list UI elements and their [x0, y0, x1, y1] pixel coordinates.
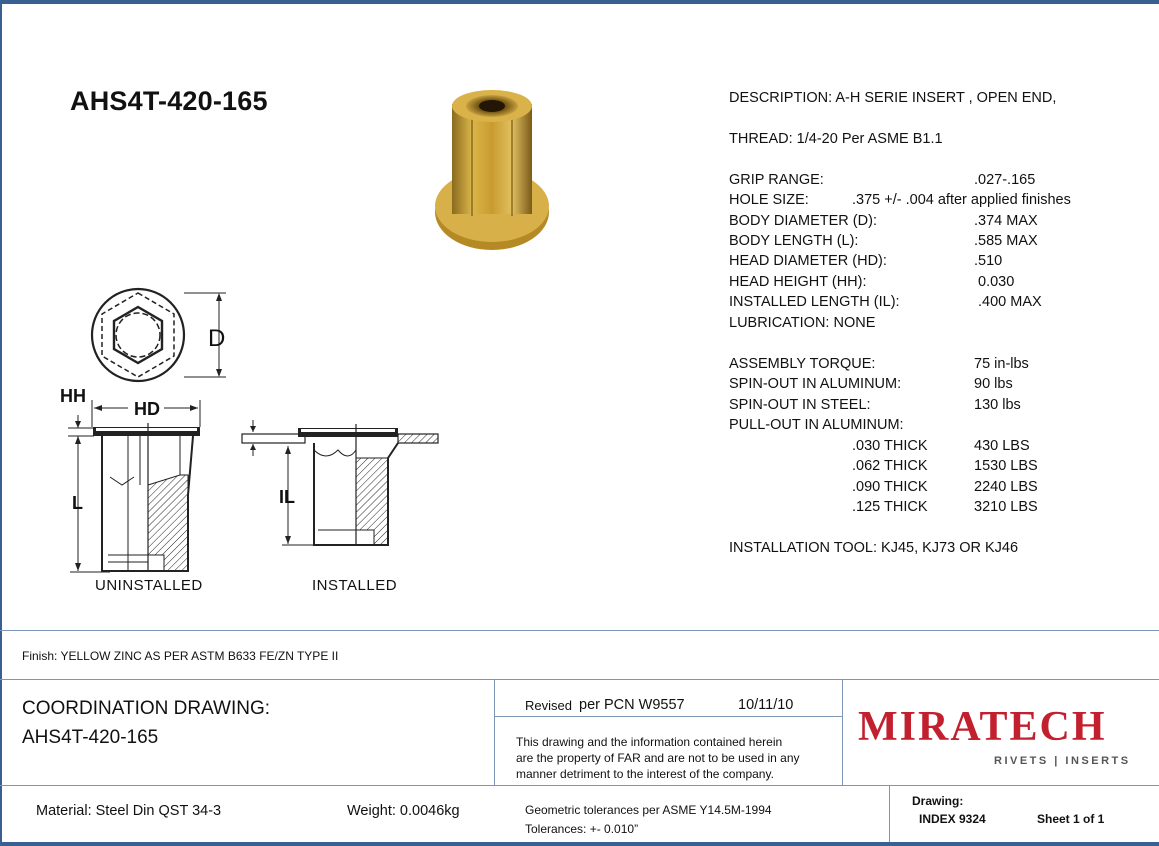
company-logo: MIRATECH: [858, 704, 1107, 750]
installed-caption: INSTALLED: [312, 577, 398, 594]
spec-spin-out-steel-label: SPIN-OUT IN STEEL:: [729, 397, 871, 413]
pull-out-thick: .062 THICK: [852, 458, 928, 474]
spec-hole-size-value: .375 +/- .004 after applied finishes: [852, 192, 1071, 208]
notice-line: manner detriment to the interest of the company.: [516, 767, 774, 781]
dim-label-l: L: [72, 493, 83, 513]
installed-drawing: [238, 418, 468, 553]
pull-out-value: 1530 LBS: [974, 458, 1038, 474]
spec-lubrication: LUBRICATION: NONE: [729, 315, 876, 331]
divider: [0, 785, 1159, 786]
spec-body-diameter-label: BODY DIAMETER (D):: [729, 213, 877, 229]
spec-head-height-label: HEAD HEIGHT (HH):: [729, 274, 867, 290]
spec-description: DESCRIPTION: A-H SERIE INSERT , OPEN END,: [729, 90, 1057, 106]
divider: [842, 679, 843, 785]
coordination-label: COORDINATION DRAWING:: [22, 698, 271, 719]
spec-grip-range-value: .027-.165: [974, 172, 1036, 188]
pull-out-thick: .030 THICK: [852, 438, 928, 454]
notice-line: are the property of FAR and are not to be used in any: [516, 751, 800, 765]
spec-assembly-torque-value: 75 in-lbs: [974, 356, 1029, 372]
dim-label-il: IL: [279, 487, 295, 507]
sheet-number: Sheet 1 of 1: [1037, 812, 1105, 826]
divider: [494, 716, 842, 717]
tolerance-standard: Geometric tolerances per ASME Y14.5M-1994: [525, 803, 772, 817]
drawing-index: INDEX 9324: [919, 812, 986, 826]
spec-body-diameter-value: .374 MAX: [974, 213, 1038, 229]
spec-hole-size-label: HOLE SIZE:: [729, 192, 809, 208]
dim-label-d: D: [208, 325, 226, 352]
pull-out-thick: .090 THICK: [852, 479, 928, 495]
pull-out-thick: .125 THICK: [852, 499, 928, 515]
weight: Weight: 0.0046kg: [347, 803, 460, 819]
pull-out-value: 430 LBS: [974, 438, 1030, 454]
spec-spin-out-aluminum-label: SPIN-OUT IN ALUMINUM:: [729, 376, 902, 392]
tolerance-value: Tolerances: +- 0.010”: [525, 822, 639, 836]
spec-head-diameter-value: .510: [974, 253, 1003, 269]
revised-text: per PCN W9557: [579, 697, 685, 713]
company-logo-tagline: RIVETS | INSERTS: [994, 755, 1131, 767]
part-title: AHS4T-420-165: [70, 86, 268, 116]
spec-spin-out-steel-value: 130 lbs: [974, 397, 1021, 413]
spec-body-length-value: .585 MAX: [974, 233, 1038, 249]
spec-installed-length-value: .400 MAX: [978, 294, 1042, 310]
finish-note: Finish: YELLOW ZINC AS PER ASTM B633 FE/ZN TYPE II: [22, 649, 339, 663]
revised-prefix: Revised: [525, 698, 572, 713]
revised-date: 10/11/10: [738, 697, 794, 713]
spec-pull-out-label: PULL-OUT IN ALUMINUM:: [729, 417, 904, 433]
dim-label-hh: HH: [60, 386, 86, 406]
dim-label-hd: HD: [134, 399, 160, 419]
divider: [0, 679, 1159, 680]
uninstalled-drawing: [60, 395, 210, 580]
spec-assembly-torque-label: ASSEMBLY TORQUE:: [729, 356, 876, 372]
spec-installed-length-label: INSTALLED LENGTH (IL):: [729, 294, 900, 310]
spec-head-height-value: 0.030: [978, 274, 1015, 290]
notice-line: This drawing and the information contained herein: [516, 735, 783, 749]
uninstalled-caption: UNINSTALLED: [95, 577, 203, 594]
pull-out-value: 3210 LBS: [974, 499, 1038, 515]
spec-thread: THREAD: 1/4-20 Per ASME B1.1: [729, 131, 943, 147]
divider: [0, 630, 1159, 631]
drawing-label: Drawing:: [912, 794, 964, 808]
insert-photo: [430, 84, 555, 264]
pull-out-value: 2240 LBS: [974, 479, 1038, 495]
spec-body-length-label: BODY LENGTH (L):: [729, 233, 859, 249]
divider: [889, 785, 890, 842]
spec-grip-range-label: GRIP RANGE:: [729, 172, 824, 188]
spec-spin-out-aluminum-value: 90 lbs: [974, 376, 1013, 392]
material: Material: Steel Din QST 34-3: [36, 803, 222, 819]
coordination-part: AHS4T-420-165: [22, 727, 159, 748]
spec-installation-tool: INSTALLATION TOOL: KJ45, KJ73 OR KJ46: [729, 540, 1019, 556]
spec-head-diameter-label: HEAD DIAMETER (HD):: [729, 253, 887, 269]
divider: [494, 679, 495, 785]
